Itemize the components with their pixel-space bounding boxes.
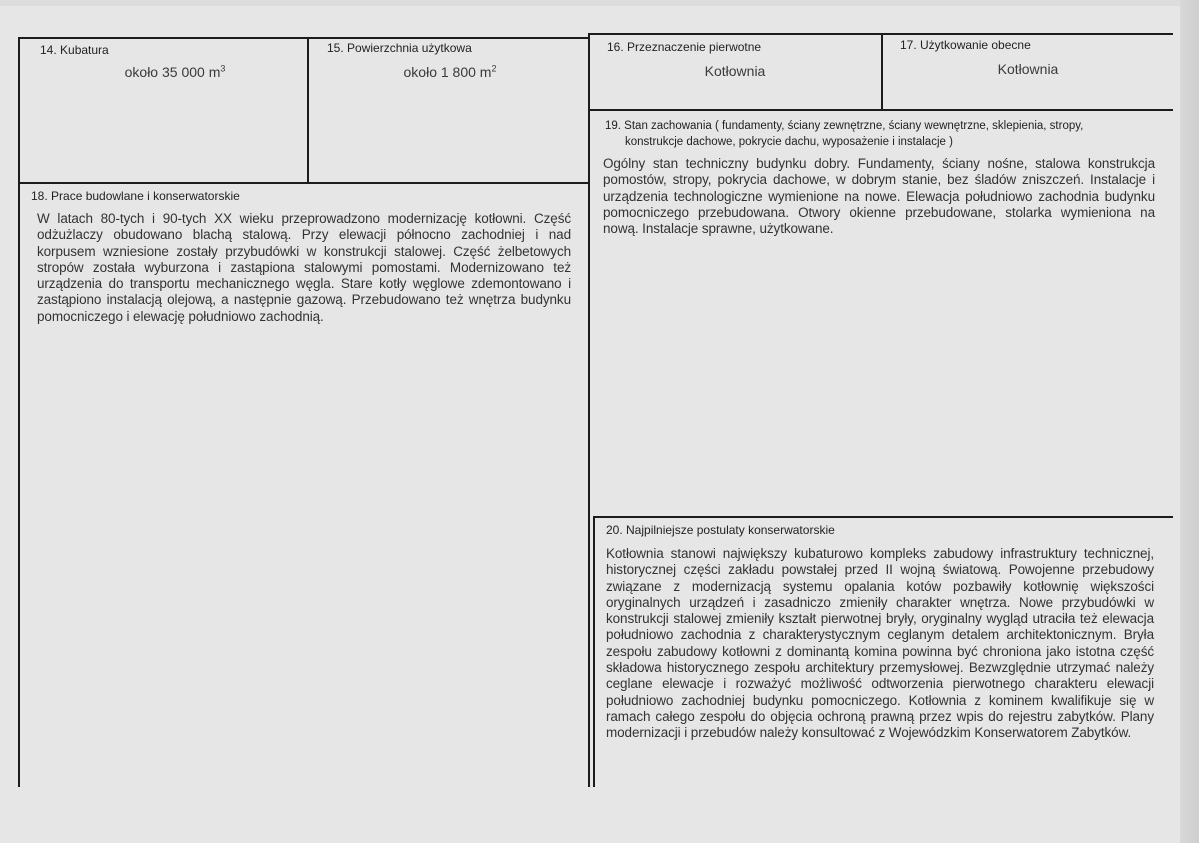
- field-16-value: Kotłownia: [704, 63, 766, 79]
- center-divider: [588, 33, 590, 787]
- field-19-label-line1: 19. Stan zachowania ( fundamenty, ściany zewnętrzne, ściany wewnętrzne, sklepienia, stropy,: [605, 120, 1084, 132]
- divider-section20: [593, 516, 595, 787]
- scan-edge: [0, 0, 1199, 6]
- field-17-label: 17. Użytkowanie obecne: [900, 38, 1031, 52]
- divider-14-15: [307, 37, 309, 183]
- scan-edge-right: [1180, 0, 1199, 843]
- field-14-value-text: około 35 000 m: [124, 64, 221, 80]
- field-20-label: 20. Najpilniejsze postulaty konserwatorskie: [606, 523, 835, 537]
- row-divider-right-mid: [593, 516, 1173, 518]
- left-border: [18, 37, 20, 787]
- field-15-unit-exponent: 2: [491, 63, 497, 74]
- top-border-left: [18, 37, 588, 39]
- field-18-label: 18. Prace budowlane i konserwatorskie: [31, 189, 240, 203]
- field-15-label: 15. Powierzchnia użytkowa: [327, 41, 472, 55]
- field-18-text: W latach 80-tych i 90-tych XX wieku przeprowadzono modernizację kotłowni. Część odżużlaczy obudowano blachą stalową. Przy elewacji północno zachodniej i nad korpusem wzniesione zostały przybudówki w konstrukcji stalowej. Część żelbetowych stropów została wyburzona i zastąpiona stalowymi pomostami. Modernizowano też urządzenia do transportu mechanicznego węgla. Stare kotły węglowe zdemontowano i zastąpiono instalacją olejową, a następnie gazową. Przebudowano też wnętrza budynku pomocniczego i elewację południowo zachodnią.: [37, 211, 571, 324]
- row-divider-left: [18, 182, 590, 184]
- field-15-value: [385, 64, 515, 80]
- field-19-text: Ogólny stan techniczny budynku dobry. Fundamenty, ściany nośne, stalowa konstrukcja pomostów, stropy, pokrycia dachowe, w dobrym stanie, bez śladów zniszczeń. Instalacje i urządzenia technologiczne wymienione na nowe. Elewacja południowo zachodnia budynku pomocniczego przebudowana. Otwory okienne przebudowane, stolarka wymieniona na nową. Instalacje sprawne, użytkowane.: [603, 156, 1155, 237]
- divider-16-17: [881, 33, 883, 110]
- field-19-label-line2: konstrukcje dachowe, pokrycie dachu, wyposażenie i instalacje ): [625, 136, 953, 148]
- field-16-label: 16. Przeznaczenie pierwotne: [607, 40, 762, 54]
- field-17-value: Kotłownia: [997, 61, 1059, 77]
- field-14-label: 14. Kubatura: [40, 43, 109, 57]
- field-15-value-text: około 1 800 m: [403, 64, 492, 80]
- field-14-value: [110, 64, 240, 80]
- row-divider-right-top: [588, 109, 1173, 111]
- field-14-unit-exponent: 3: [220, 63, 226, 74]
- field-20-text: Kotłownia stanowi największy kubaturowo kompleks zabudowy infrastruktury technicznej, historycznej części zakładu powstałej przed II wojną światową. Powojenne przebudowy związane z modernizacją systemu opalania kotów pozbawiły kotłownię większości oryginalnych urządzeń i zasadniczo zmieniły charakter wnętrza. Nowe przybudówki w konstrukcji stalowej zmieniły kształt pierwotnej bryły, oryginalny wygląd utraciła też elewacja południowo zachodnia z charakterystycznym ceglanym detalem architektonicznym. Bryła zespołu zabudowy kotłowni z dominantą komina powinna być chroniona jako istotna część składowa historycznego zespołu architektury przemysłowej. Bezwzględnie utrzymać należy ceglane elewacje i rozważyć możliwość odtworzenia pierwotnego charakteru elewacji południowo zachodniej budynku pomocniczego. Kotłownia z kominem kwalifikuje się w ramach całego zespołu do objęcia ochroną prawną przez wpis do rejestru zabytków. Plany modernizacji i przebudów należy konsultować z Wojewódzkim Konserwatorem Zabytków.: [606, 546, 1154, 741]
